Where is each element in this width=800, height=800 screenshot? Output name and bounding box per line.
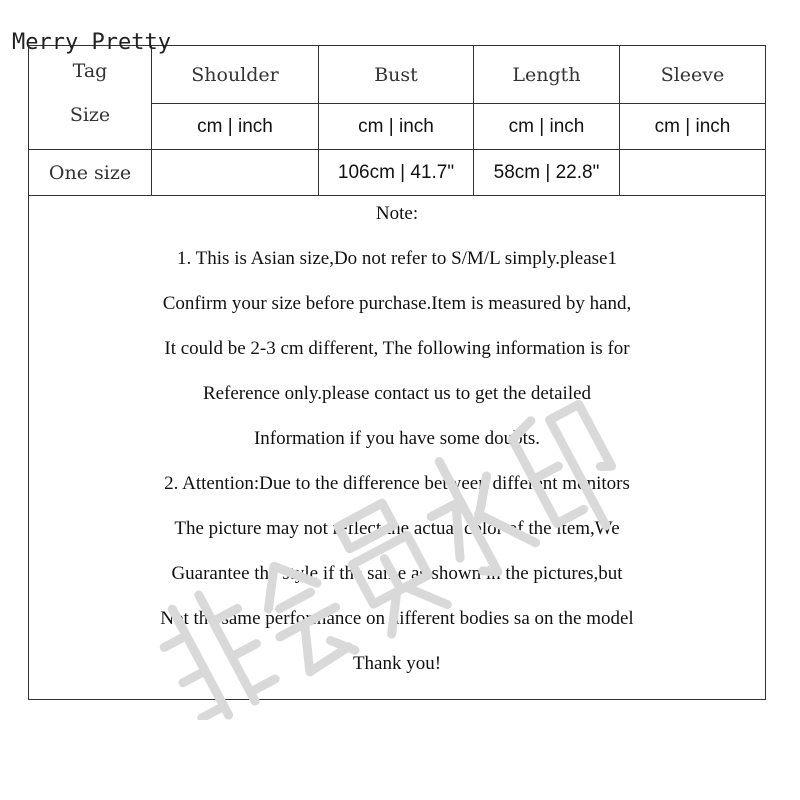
note-line-5: Information if you have some doubts. [253, 428, 540, 449]
note-line-thanks: Thank you! [352, 653, 442, 674]
note-line-7: The picture may not reflect the actual color of the item,We [174, 518, 620, 539]
value-cell-shoulder [152, 150, 319, 196]
unit-cell-sleeve: cm | inch [620, 104, 766, 150]
table-row [29, 150, 766, 196]
unit-cell-bust: cm | inch [319, 104, 474, 150]
note-line-4: Reference only.please contact us to get the detailed [202, 383, 592, 404]
tag-label: Tag [72, 60, 108, 82]
note-line-2: Confirm your size before purchase.Item is measured by hand, [162, 293, 632, 314]
note-block [29, 196, 765, 699]
column-header-sleeve: Sleeve [620, 46, 766, 104]
value-cell-sleeve [620, 150, 766, 196]
size-chart-table [28, 45, 766, 700]
tag-size-header-cell [29, 46, 152, 150]
note-line-1: 1. This is Asian size,Do not refer to S/M/L simply.please1 [177, 248, 617, 269]
brand-name: Merry Pretty [12, 30, 171, 55]
column-header-bust: Bust [319, 46, 474, 104]
unit-cell-shoulder: cm | inch [152, 104, 319, 150]
size-label: Size [69, 104, 111, 126]
note-cell [29, 196, 766, 700]
note-line-3: It could be 2-3 cm different, The following information is for [164, 338, 630, 359]
size-name-cell: One size [29, 150, 152, 196]
unit-cell-length: cm | inch [474, 104, 620, 150]
note-title: Note: [375, 203, 419, 224]
value-cell-length: 58cm | 22.8" [474, 150, 620, 196]
column-header-length: Length [474, 46, 620, 104]
note-line-9: Not the same performance on different bodies sa on the model [160, 608, 634, 629]
note-row [29, 196, 766, 700]
note-line-6: 2. Attention:Due to the difference between different monitors [164, 473, 630, 494]
value-cell-bust: 106cm | 41.7" [319, 150, 474, 196]
column-header-shoulder: Shoulder [152, 46, 319, 104]
note-line-8: Guarantee the style if the same as shown in the pictures,but [171, 563, 623, 584]
